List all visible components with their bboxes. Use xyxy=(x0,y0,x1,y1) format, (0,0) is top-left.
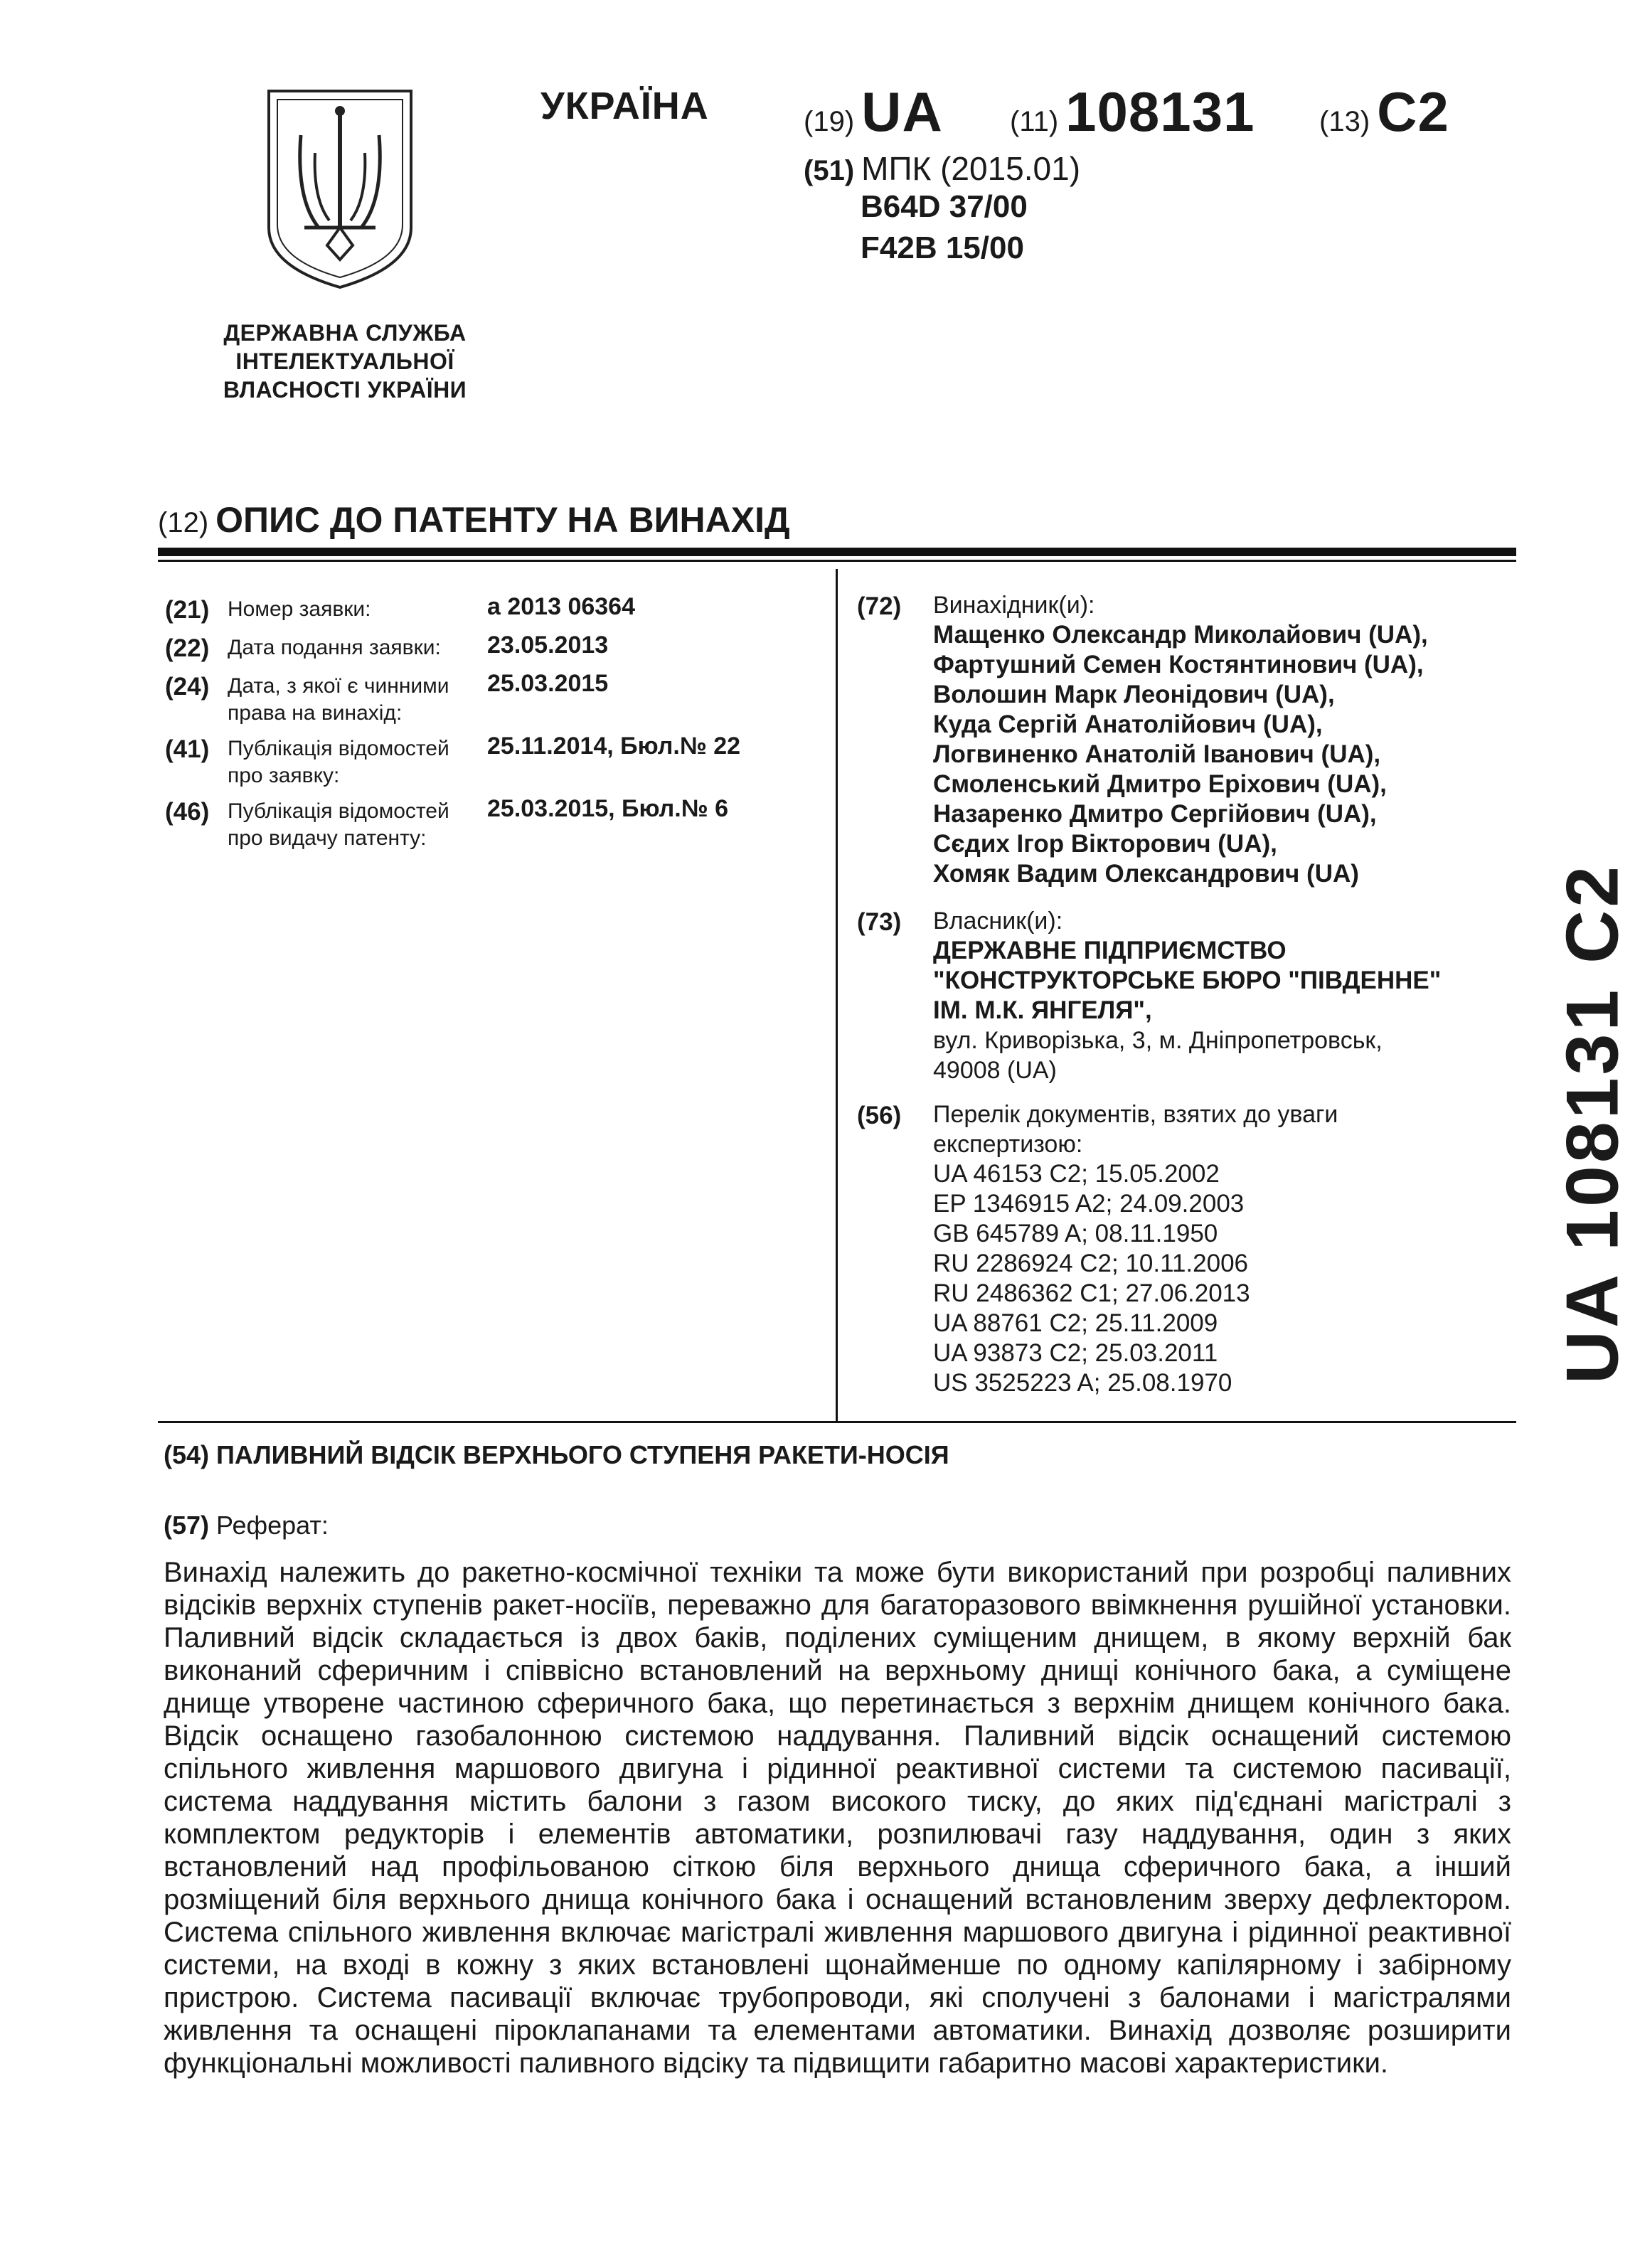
field-41-label: Публікація відомостей про заявку: xyxy=(228,737,449,787)
inventor-name: Сєдих Ігор Вікторович (UA), xyxy=(933,830,1277,858)
divider-thin xyxy=(158,560,1516,562)
owner-name-line: "КОНСТРУКТОРСЬКЕ БЮРО "ПІВДЕННЕ" xyxy=(933,967,1442,994)
reference-item: UA 46153 C2; 15.05.2002 xyxy=(933,1160,1220,1188)
field-46-num: (46) xyxy=(165,798,210,826)
inventor-name: Волошин Марк Леонідович (UA), xyxy=(933,681,1335,708)
owner-name-line: ДЕРЖАВНЕ ПІДПРИЄМСТВО xyxy=(933,937,1287,964)
ipc-label-text: МПК (2015.01) xyxy=(861,150,1081,187)
ipc-label xyxy=(804,149,1080,188)
divider-section xyxy=(158,1421,1516,1423)
ipc-class-2: F42B 15/00 xyxy=(861,230,1024,265)
divider-thick xyxy=(158,548,1516,556)
patent-number-label: (11) xyxy=(1010,106,1059,137)
field-24-value: 25.03.2015 xyxy=(487,670,609,697)
references-block xyxy=(933,1100,1338,1398)
owner-address-line: вул. Криворізька, 3, м. Дніпропетровськ, xyxy=(933,1027,1383,1054)
field-22-label: Дата подання заявки: xyxy=(228,636,441,659)
reference-item: UA 88761 C2; 25.11.2009 xyxy=(933,1309,1218,1337)
owner-address-line: 49008 (UA) xyxy=(933,1057,1057,1084)
references-label: експертизою: xyxy=(933,1131,1083,1158)
abstract-num: (57) xyxy=(164,1511,210,1540)
abstract-text: Винахід належить до ракетно-космічної техніки та може бути використаний при розробці паливних відсіків верхніх ступенів ракет-носіїв, переважно для багаторазового ввімкнення рушійної установки. Паливний відсік складається із двох баків, поділених суміщеним днищем, в якому верхній бак виконаний сферичним і співвісно встановлений на верхньому днищі конічного бака, а суміщене днище утворене частиною сферичного бака, що перетинається з верхнім днищем конічного бака. Відсік оснащено газобалонною системою наддування. Паливний відсік оснащений системою спільного живлення маршового двигуна і рідинної реактивної системи та системою пасивації, система наддування містить балони з газом високого тиску, до яких під'єднані магістралі з комплектом редукторів і елементів автоматики, розпилювачі газу наддування, один з яких встановлений над профільованою сіткою біля верхнього днища сферичного бака, а інший розміщений біля верхнього днища конічного бака і оснащений встановленим зверху дефлектором. Система спільного живлення включає магістралі живлення маршового двигуна і рідинної реактивної системи, на вході в кожну з яких встановлені щонайменше по одному капілярному і забірному пристрою. Система пасивації включає трубопроводи, які сполучені з балонами і магістралями живлення та оснащені піроклапанами та елементами автоматики. Винахід дозволяє розширити функціональні можливості паливного відсіку та підвищити габаритно масові характеристики. xyxy=(164,1557,1511,2079)
inventors-label: Винахідник(и): xyxy=(933,592,1095,619)
abstract-label xyxy=(164,1511,329,1540)
country-name: УКРАЇНА xyxy=(540,85,709,127)
ipc-label-num: (51) xyxy=(804,155,855,186)
field-21-value: a 2013 06364 xyxy=(487,593,635,620)
agency-name: ДЕРЖАВНА СЛУЖБА ІНТЕЛЕКТУАЛЬНОЇ ВЛАСНОСТІ УКРАЇНИ xyxy=(223,320,467,403)
kind-code-label: (13) xyxy=(1319,106,1370,137)
field-21-label: Номер заявки: xyxy=(228,597,371,621)
kind-code-value: C2 xyxy=(1377,80,1449,143)
document-title-num: (12) xyxy=(158,507,209,538)
field-41-num: (41) xyxy=(165,735,210,763)
inventor-name: Назаренко Дмитро Сергійович (UA), xyxy=(933,800,1377,828)
field-24-label: Дата, з якої є чинними права на винахід: xyxy=(228,674,449,725)
inventors-num: (72) xyxy=(857,592,902,620)
invention-title-text: ПАЛИВНИЙ ВІДСІК ВЕРХНЬОГО СТУПЕНЯ РАКЕТИ-НОСІЯ xyxy=(216,1440,949,1469)
document-title xyxy=(158,499,790,541)
reference-item: EP 1346915 A2; 24.09.2003 xyxy=(933,1190,1245,1218)
field-21-num: (21) xyxy=(165,596,210,624)
inventor-name: Куда Сергій Анатолійович (UA), xyxy=(933,710,1323,738)
inventor-name: Хомяк Вадим Олександрович (UA) xyxy=(933,860,1359,888)
field-24-num: (24) xyxy=(165,673,210,701)
country-code-value: UA xyxy=(861,80,943,143)
inventor-name: Мащенко Олександр Миколайович (UA), xyxy=(933,621,1428,649)
inventor-name: Логвиненко Анатолій Іванович (UA), xyxy=(933,740,1381,768)
field-41-value: 25.11.2014, Бюл.№ 22 xyxy=(487,733,741,760)
kind-code xyxy=(1319,80,1449,144)
owner-name-line: ІМ. М.К. ЯНГЕЛЯ", xyxy=(933,996,1152,1024)
invention-title xyxy=(164,1440,949,1470)
column-divider xyxy=(836,569,838,1421)
patent-number xyxy=(1010,80,1255,144)
ipc-class-1: B64D 37/00 xyxy=(861,189,1028,224)
inventor-name: Фартушний Семен Костянтинович (UA), xyxy=(933,651,1424,678)
country-code-num: (19) xyxy=(804,106,855,137)
reference-item: GB 645789 A; 08.11.1950 xyxy=(933,1220,1218,1247)
inventor-list xyxy=(933,620,1428,889)
document-title-text: ОПИС ДО ПАТЕНТУ НА ВИНАХІД xyxy=(215,500,790,540)
owner-num: (73) xyxy=(857,908,902,936)
field-46-label: Публікація відомостей про видачу патенту: xyxy=(228,799,449,850)
references-num: (56) xyxy=(857,1102,902,1129)
owner-block xyxy=(933,936,1441,1085)
inventor-name: Смоленський Дмитро Еріхович (UA), xyxy=(933,770,1387,798)
reference-item: US 3525223 A; 25.08.1970 xyxy=(933,1369,1232,1397)
field-46-value: 25.03.2015, Бюл.№ 6 xyxy=(487,795,728,822)
side-patent-label: UA 108131 C2 xyxy=(1551,863,1634,1385)
coat-of-arms-icon xyxy=(262,85,418,293)
abstract-label-text: Реферат: xyxy=(216,1511,329,1540)
reference-item: RU 2486362 C1; 27.06.2013 xyxy=(933,1279,1250,1307)
patent-number-value: 108131 xyxy=(1065,80,1255,143)
invention-title-num: (54) xyxy=(164,1440,210,1469)
field-22-value: 23.05.2013 xyxy=(487,632,609,659)
field-22-num: (22) xyxy=(165,634,210,662)
reference-item: RU 2286924 C2; 10.11.2006 xyxy=(933,1250,1249,1277)
owner-label: Власник(и): xyxy=(933,907,1063,935)
country-code xyxy=(804,80,943,144)
reference-item: UA 93873 C2; 25.03.2011 xyxy=(933,1339,1218,1367)
references-label: Перелік документів, взятих до уваги xyxy=(933,1101,1338,1128)
